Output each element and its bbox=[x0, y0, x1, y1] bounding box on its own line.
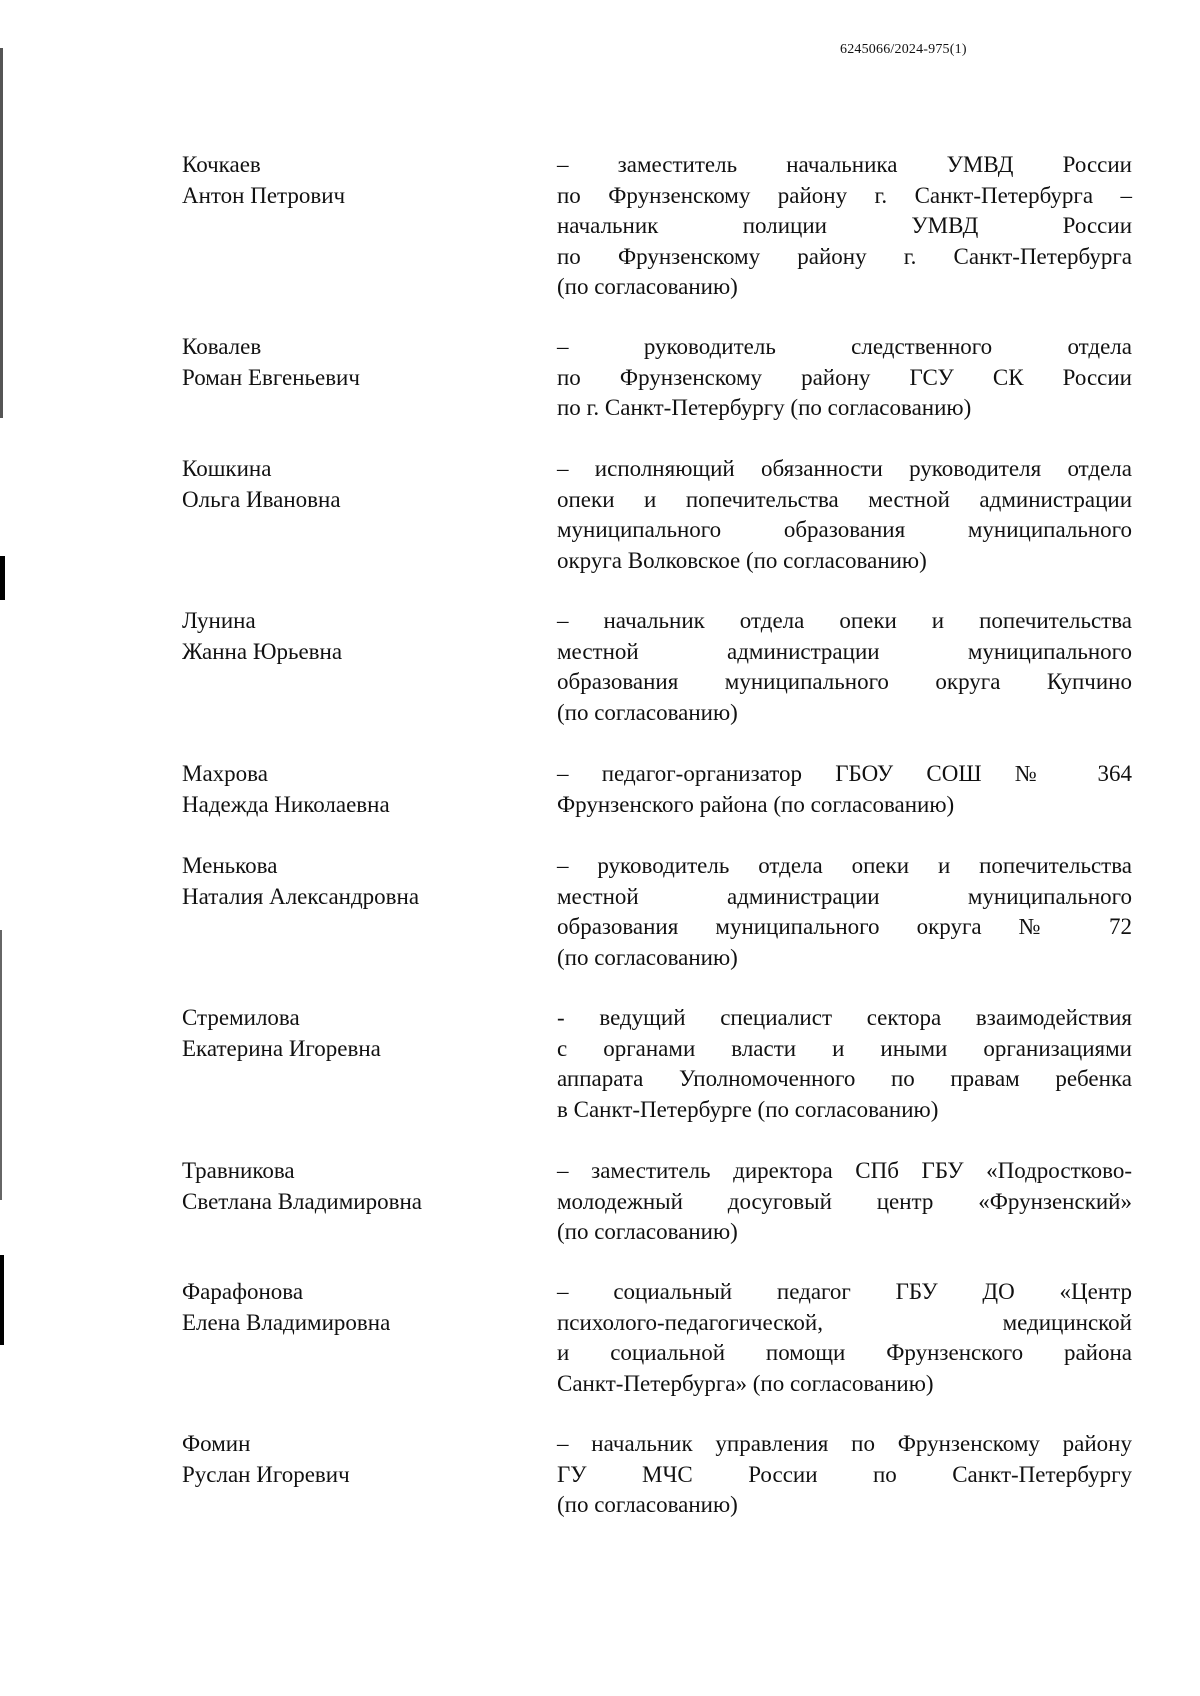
role-line: (по согласованию) bbox=[557, 944, 738, 970]
member-given-names: Екатерина Игоревна bbox=[182, 1035, 381, 1061]
member-role bbox=[557, 759, 1132, 820]
member-role bbox=[557, 1277, 1132, 1399]
role-line: образования муниципального округа № 72 bbox=[557, 914, 1132, 939]
member-given-names: Елена Владимировна bbox=[182, 1309, 391, 1335]
role-line: – заместитель директора СПб ГБУ «Подростково- bbox=[557, 1158, 1132, 1183]
member-given-names: Антон Петрович bbox=[182, 182, 346, 208]
role-line: Санкт-Петербурга» (по согласованию) bbox=[557, 1370, 934, 1396]
member-name bbox=[182, 1277, 512, 1338]
member-surname: Фомин bbox=[182, 1431, 251, 1456]
member-name bbox=[182, 851, 512, 912]
role-line: ГУ МЧС России по Санкт-Петербургу bbox=[557, 1461, 1132, 1487]
role-line: с органами власти и иными организациями bbox=[557, 1035, 1132, 1061]
member-surname: Фарафонова bbox=[182, 1279, 304, 1304]
role-line: – педагог-организатор ГБОУ СОШ № 364 bbox=[557, 761, 1132, 786]
role-line: - ведущий специалист сектора взаимодействия bbox=[557, 1005, 1132, 1030]
role-line: – начальник управления по Фрунзенскому району bbox=[557, 1431, 1132, 1456]
role-line: (по согласованию) bbox=[557, 1219, 738, 1244]
member-name bbox=[182, 606, 512, 667]
member-given-names: Жанна Юрьевна bbox=[182, 638, 343, 664]
member-given-names: Наталия Александровна bbox=[182, 883, 420, 909]
member-name bbox=[182, 1429, 512, 1490]
scan-edge-mark bbox=[0, 48, 3, 418]
member-given-names: Светлана Владимировна bbox=[182, 1188, 422, 1214]
role-line: – заместитель начальника УМВД России bbox=[557, 152, 1132, 177]
role-line: в Санкт-Петербурге (по согласованию) bbox=[557, 1096, 939, 1122]
role-line: по Фрунзенскому району г. Санкт-Петербурга – bbox=[557, 182, 1132, 208]
member-role bbox=[557, 332, 1132, 424]
member-given-names: Руслан Игоревич bbox=[182, 1461, 350, 1487]
role-line: молодежный досуговый центр «Фрунзенский» bbox=[557, 1188, 1132, 1214]
member-name bbox=[182, 1003, 512, 1064]
document-number: 6245066/2024-975(1) bbox=[840, 42, 967, 57]
member-name bbox=[182, 332, 512, 393]
role-line: местной администрации муниципального bbox=[557, 883, 1132, 909]
member-surname: Стремилова bbox=[182, 1005, 300, 1030]
role-line: Фрунзенского района (по согласованию) bbox=[557, 791, 955, 817]
scan-edge-mark bbox=[0, 930, 2, 1200]
role-line: – социальный педагог ГБУ ДО «Центр bbox=[557, 1279, 1132, 1304]
member-role bbox=[557, 1156, 1132, 1248]
role-line: по Фрунзенскому району ГСУ СК России bbox=[557, 364, 1132, 390]
member-given-names: Надежда Николаевна bbox=[182, 791, 390, 817]
role-line: (по согласованию) bbox=[557, 1492, 738, 1517]
role-line: опеки и попечительства местной администрации bbox=[557, 486, 1132, 512]
member-surname: Ковалев bbox=[182, 334, 262, 359]
role-line: по г. Санкт-Петербургу (по согласованию) bbox=[557, 395, 972, 420]
role-line: – руководитель следственного отдела bbox=[557, 334, 1132, 359]
role-line: – начальник отдела опеки и попечительства bbox=[557, 608, 1132, 633]
member-name bbox=[182, 759, 512, 820]
role-line: аппарата Уполномоченного по правам ребенка bbox=[557, 1066, 1132, 1091]
member-role bbox=[557, 454, 1132, 576]
role-line: начальник полиции УМВД России bbox=[557, 213, 1132, 238]
member-surname: Кочкаев bbox=[182, 152, 261, 177]
member-name bbox=[182, 1156, 512, 1217]
role-line: местной администрации муниципального bbox=[557, 638, 1132, 664]
role-line: по Фрунзенскому району г. Санкт-Петербурга bbox=[557, 243, 1132, 269]
role-line: (по согласованию) bbox=[557, 699, 738, 725]
member-role bbox=[557, 1003, 1132, 1125]
member-given-names: Ольга Ивановна bbox=[182, 486, 341, 512]
member-surname: Лунина bbox=[182, 608, 256, 633]
scan-edge-mark bbox=[0, 1255, 4, 1345]
role-line: округа Волковское (по согласованию) bbox=[557, 547, 927, 573]
role-line: психолого-педагогической, медицинской bbox=[557, 1309, 1132, 1335]
member-surname: Менькова bbox=[182, 853, 278, 878]
role-line: – руководитель отдела опеки и попечительства bbox=[557, 853, 1132, 878]
role-line: и социальной помощи Фрунзенского района bbox=[557, 1340, 1132, 1365]
member-surname: Махрова bbox=[182, 761, 268, 786]
member-surname: Травникова bbox=[182, 1158, 295, 1183]
member-given-names: Роман Евгеньевич bbox=[182, 364, 360, 390]
member-role bbox=[557, 606, 1132, 728]
role-line: – исполняющий обязанности руководителя отдела bbox=[557, 456, 1132, 481]
member-name bbox=[182, 150, 512, 211]
member-name bbox=[182, 454, 512, 515]
member-role bbox=[557, 150, 1132, 303]
role-line: муниципального образования муниципального bbox=[557, 517, 1132, 542]
member-role bbox=[557, 851, 1132, 973]
role-line: (по согласованию) bbox=[557, 274, 738, 299]
member-surname: Кошкина bbox=[182, 456, 272, 481]
scan-edge-mark bbox=[0, 556, 5, 600]
role-line: образования муниципального округа Купчино bbox=[557, 669, 1132, 694]
member-role bbox=[557, 1429, 1132, 1521]
